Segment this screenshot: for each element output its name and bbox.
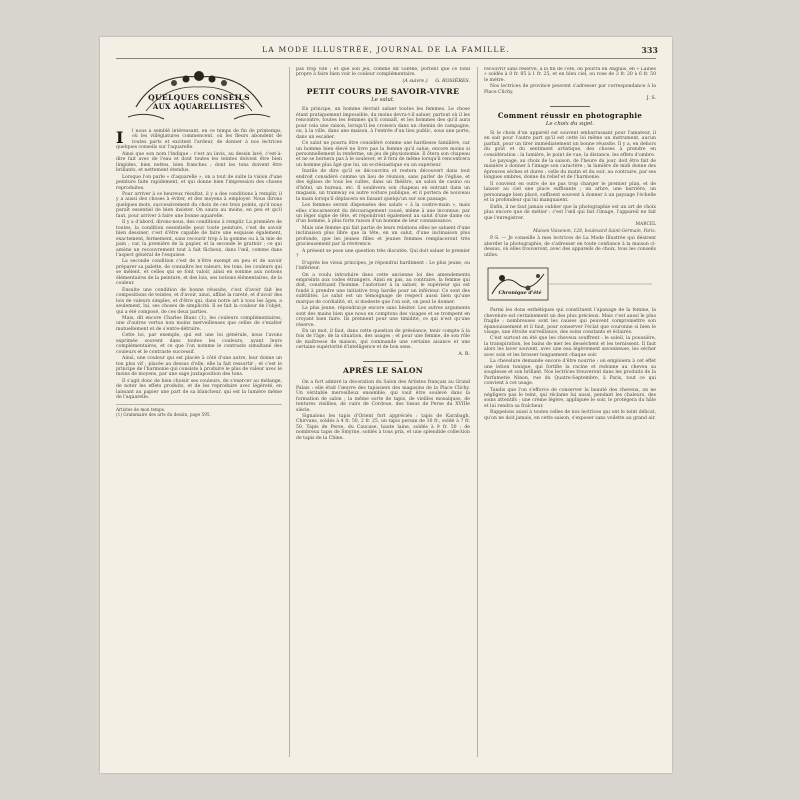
- column-divider: [477, 67, 478, 757]
- column-middle: [296, 67, 470, 757]
- paragraph: Enfin, il ne faut jamais oublier que la photographie est un art de choix plus encore que de métier : c'est l'œil qui fait l'image, l'appareil ne fait que l'enregistrer.: [484, 204, 656, 221]
- aquarelle-article: [116, 129, 282, 417]
- paragraph: Ainsi, une couleur qui est placée à côté d'une autre, leur donne un ton plus vif ; placée au dessus d'elle, elle la fait ressortir ; et c'est le principe de l'harmonie qui consiste à produire le plus de valeur avec le moins de moyens, par une sage juxtaposition des tons.: [116, 356, 282, 378]
- paragraph: En principe, un homme devrait saluer toutes les femmes. Le chose étant pratiquement impossible, du moins devra-t-il saluer, partout où il les rencontre, toutes les femmes qu'il connaît, et les hommes des qu'il aura pour cela une raison, lorsqu'il les croisera dans un chemin de campagne, ou, à la ville, dans une maison, à l'entrée d'un lieu public, sous une porte, dans un escalier.: [296, 107, 470, 140]
- paragraph: Mais une femme qui fait partie de leurs relations elles ne saluent d'une inclinaison plus libre que la tête, en un salut, d'une inclinaison plus profonde, que les jeunes filles et jeunes femmes remplaceront très gracieusement par la révérence.: [296, 225, 470, 248]
- savoir-vivre-subtitle: Le salut.: [371, 97, 395, 104]
- paragraph: Le paysage, au choix de la saison, de l'heure du jour, doit être fait de manière à donner à l'image son caractère ; la lumière de midi donne des épreuves sèches et dures ; celle du matin et du soir, au contraire, par ses longues ombres, donne du relief et de l'harmonie.: [484, 158, 656, 181]
- paragraph: Ainsi que son nom l'indique : c'est au lavis, au dessin lavé, c'est-à-dire fait avec de l'eau et dont toutes les teintes doivent être bien limpides, bien nettes, bien franches ; dont les tons doivent être brillants, et nettement étendus.: [116, 151, 282, 174]
- drop-cap: I: [116, 128, 124, 147]
- paragraph: Mais, dit encore Charles Blanc (1), les couleurs complémentaires, une d'autres vertus non moins merveilleuses que celles de s'exalter mutuellement et de s'entre-détruire.: [116, 315, 282, 332]
- paragraph: On a fort admiré la décoration du Salon des Artistes français au Grand Palais : elle était l'œuvre des tapissiers des magasins de la Place Clichy. Un véritable merveilleux ensemble, qui vaut être soulevé dans la formation de salon ; la même sorte de tapis, de vieilles mosaïques, de tentures vieillies, de cuirs de Cordoue, des tissus de Perse du XVIIIe siècle.: [296, 380, 470, 413]
- salon-title: APRÈS LE SALON: [342, 366, 424, 376]
- paragraph: La seconde condition c'est de n'être exempt en peu et de savoir préparer sa palette, de connaître les valeurs, les tons, les couleurs qui se mêlent, et celles qui se font valoir, ainsi en somme aux notions élémentaires de la peinture, et des lois, ses notions élémentaires, de la couleur.: [116, 259, 282, 287]
- paragraph: l nous a semblé intéressant, en ce temps de fin de printemps, où les villégiatures commencent, où les fleurs abondent de toutes parts et excitent l'ardeur, de donner à nos lectrices quelques conseils sur l'aquarelle.: [116, 129, 282, 151]
- paragraph: Parmi les dons esthétiques qui constituent l'apanage de la femme, la chevelure est certainement un des plus précieux. Mais c'est aussi le plus fragile : nombreuses sont les causes qui peuvent compromettre son épanouissement et il faut, pour conserver l'éclat que couronne si bien le visage, une étroite surveillance, des soins constants et éclairés.: [484, 308, 656, 335]
- author-name: G. ROSIÈRES.: [435, 78, 470, 84]
- paragraph: Il s'agit donc de bien choisir ses couleurs, de s'exercer au mélange, de noter les effets produits, et de les reproduire avec légèreté, en laissant au papier une part de sa blancheur, qui est la lumière même de l'aquarelle.: [116, 378, 282, 401]
- footnote: (1) Grammaire des arts du dessin, page 595.: [116, 411, 211, 417]
- photo-article: [484, 131, 656, 258]
- paragraph: Ce salut ne pourra être considéré comme une hardiesse familière, car un homme bien élevé ne livre pas la femme qu'il salue, encore moins si personnellement la renferme, un jeu de physionomie. Il ôtera son chapeau et ne se bornera pas à le soulever, et il fera de même lorsqu'il rencontrera un homme plus âgé que lui, un ecclésiastique ou un supérieur.: [296, 141, 470, 168]
- section-title-ornament: [116, 67, 282, 125]
- footnote: Artistes de mon temps.: [116, 406, 166, 412]
- chronique-article: [484, 308, 656, 421]
- paragraph: Cette loi, par exemple, qui est une loi générale, nous l'avons exprimée souvent dans toutes les couleurs, ayant leurs complémentaires, et ce que l'on nomme le contraste simultané des couleurs et le contraste successif.: [116, 333, 282, 355]
- savoir-vivre-heading: [296, 87, 470, 103]
- article-signature: A. R.: [458, 351, 470, 357]
- salon-article: [296, 380, 470, 441]
- photo-subtitle: Le choix du sujet.: [545, 120, 595, 127]
- paragraph: Si le choix d'un appareil est souvent embarrassant pour l'amateur, il en sait pour l'autre part qu'il est cette loi même un instrument, aucun parfait, pour un tirer immédiatement un bonne réussite. Il y a, en dehors du goût et du sentiment artistique, des choses à prendre en considération : la lumière, le point de vue, la distance, les effets d'ombre.: [484, 130, 656, 158]
- running-header: LA MODE ILLUSTRÉE, JOURNAL DE LA FAMILLE.: [261, 45, 511, 54]
- section-divider: [550, 106, 590, 107]
- paragraph: On a voulu introduire dans cette ancienne loi des amendements empreints aux codes étrangers. Ainsi en pas, au contraire, la femme qui doit, constituant l'homme, l'autoriser à la saluer, le supérieur qui est fondé à prendre une initiative trop hardie pour un inférieur. Ce sont des subtilités. Le salut est un témoignage de respect aussi bien qu'une marque de cordialité, et, si modeste que l'on soit, on peut le donner.: [296, 272, 470, 305]
- chronique-title: Chronique d'été: [498, 290, 542, 297]
- to-be-continued: (A suivre.): [402, 78, 428, 84]
- paragraph: La plus jeune, répondrai-je encore sans hésiter. Les autres arguments sont des mains bien que nous en comptons des visages et se trompent en croyant bien faire. Ils prennent pour une timidité, ce qui n'est qu'une réserve.: [296, 306, 470, 328]
- column-divider: [289, 67, 290, 757]
- savoir-vivre-article: [296, 107, 470, 357]
- paragraph: Il y a d'abord, dirons-nous, des conditions à remplir. La première de toutes, la condition essentielle pour toute peinture, c'est de savoir bien dessiner, c'est d'être capable de faire une esquisse également, exactement, fermement, sans recourir trop à la gomme ou à la mie de pain ; car, la première de la papier, et la seconde le grattoir ; ce qui amène un recouvrement tout à fait fâcheux, dans l'œil, comme dans l'aspect général de l'esquisse.: [116, 220, 282, 258]
- paragraph: Rappelons aussi à toutes celles de nos lectrices qui ont le teint délicat, qu'on ne doit jamais, en cette saison, s'exposer sans voilette au grand air.: [484, 410, 656, 421]
- paragraph: La chevelure demande encore d'être nourrie : on emploiera à cet effet une lotion tonique, qui fortifie la racine et redonne au cheveu sa souplesse et son brillant. Nos lectrices trouveront dans les produits de la Parfumerie Ninon, rue du Quatre-Septembre, à Paris, tout ce qui convient à cet usage.: [484, 359, 656, 387]
- paragraph: A présent se pose une question très discutée. Qui doit saluer le premier ?: [296, 248, 470, 260]
- footnotes: [116, 404, 282, 417]
- paragraph: D'après les vieux principes, je répondrai hardiment : Le plus jeune, ou l'inférieur.: [296, 260, 470, 272]
- paragraph: Les femmes seront dispensées des saluts « à la contre-main », mais elles s'incarneront du découragement causé, même à une inconnue, par un léger signe de tête, et répondront également au salut d'une dame ou d'un homme, à plus forte raison d'un homme de leur connaissance.: [296, 203, 470, 225]
- continued-notice: [484, 67, 656, 102]
- paragraph: Ensuite une condition de bonne réussite, c'est d'avoir fait les compositions de teintes, et d'avoir, ainsi, affiné la rareté, et d'avoir des lois de valeurs simples, et d'être qui, dans notre art à tous les âges, a seulement, lui, ses choses de simplicité. Il se fait la couleur de l'objet, qui a été composé, de ces deux parties.: [116, 287, 282, 315]
- floral-banner-icon: [484, 264, 656, 304]
- magazine-page: [100, 37, 672, 773]
- article-signature: J. S.: [646, 96, 656, 102]
- continued-article: [296, 67, 470, 84]
- paragraph: Inutile de dire qu'il se découvrira et restera découvert dans tout endroit considéré comme un lieu de réunion, sans parler de l'église, et des églises de tous les cultes, dans un théâtre, un salon de casino ou d'hôtel, un bureau, etc. Il soulèvera son chapeau en entrant dans un magasin, un tramway ou autre voiture publique, et il portera de nouveau la main lorsqu'il déplacera en faisant quelqu'un sur son passage.: [296, 169, 470, 202]
- column-left: [116, 67, 282, 757]
- page-number: 333: [641, 45, 658, 55]
- paragraph: Signalons les tapis d'Orient fort appréciés : tapis de Karabagh, Chirvans, soldés à 4 fr. 50, 2 fr. 25, un tapis persan de 10 fr., soldé à 7 fr. 50, Tapis de Perse, du Caucase, haute laine, soldés à 9 fr. 50 ; de nombreux tapis de Smyrne, soldés à tous prix, et une splendide collection de tapis de la Chine.: [296, 414, 470, 441]
- paragraph: P.-S. — Je conseille à mes lectrices de La Mode Illustrée qui désirent aborder la photographie, de s'adresser en toute confiance à la maison ci-dessus, où elles trouveront, avec des appareils de choix, tous les conseils utiles.: [484, 236, 656, 258]
- header-rule: [116, 58, 656, 59]
- paragraph: pas trop vite ; et que son jeu, comme dit Gœthe, portent que ce fond propre à faire bien voir le couleur complémentaire.: [296, 67, 470, 78]
- paragraph: Lorsque l'on parle « d'aquarelle », on a tout de suite la vision d'une peinture faite rapidement, et qui donne bien l'impression des choses reproduites.: [116, 174, 282, 191]
- paragraph: Pour arriver à ce heureux résultat, il y a des conditions à remplir, il y a aussi des choses à éviter, et des moyens à employer. Nous dirons quelques mots, successivement du choix de ces trois points, qu'il nous paraît essentiel de bien insister. On saura au moins, en peu et qu'il faut, pour arriver à faire une bonne aquarelle.: [116, 191, 282, 219]
- photo-signature: MARCEL: [635, 221, 656, 227]
- paragraph: En un mot, il faut, dans cette question de préséance, tenir compte à la fois de l'âge, de la situation, des usages ; et pour une femme, de son rôle de maîtresse de maison, qui commande une certaine aisance et une certaine supériorité d'intelligence et de bon sens.: [296, 329, 470, 351]
- section-title-line1: QUELQUES CONSEILS: [148, 93, 250, 102]
- paragraph: recouvrir sans réserve, à la fin de l'été, on pourra en Anglais, en « Laines » soldés à 0 fr. 85 à 1 fr. 25, et en bleu ciel, ou rose de 3 fr. 20 à 6 fr. 50 le mètre.: [484, 67, 656, 83]
- section-divider: [363, 361, 403, 362]
- photo-title: Comment réussir en photographie: [497, 110, 643, 120]
- salon-heading: [296, 366, 470, 376]
- column-right: [484, 67, 656, 757]
- paragraph: Tandis que l'on s'efforce de conserver la beauté des cheveux, on ne négligera pas le teint, qui réclame lui aussi, pendant les chaleurs, des soins attentifs ; une crème légère, appliquée le soir, le protégera du hâle et lui rendra sa fraîcheur.: [484, 387, 656, 409]
- paragraph: C'est surtout en été que les cheveux souffrent : le soleil, la poussière, la transpiration, les bains de mer les dessèchent et les ternissent. Il faut alors les laver souvent, avec une eau légèrement savonneuse, les sécher avec soin et les brosser longuement chaque soir.: [484, 336, 656, 358]
- savoir-vivre-title: PETIT COURS DE SAVOIR-VIVRE: [306, 87, 460, 97]
- article-signature: [296, 79, 470, 84]
- paragraph: Il convient en outre de ne pas trop charger le premier plan, et de laisser au ciel une place suffisante ; un arbre, une barrière, un personnage bien placé, suffisent souvent à donner à un paysage l'échelle et la profondeur qui lui manquaient.: [484, 181, 656, 204]
- section-title-line2: AUX AQUARELLISTES: [152, 102, 246, 111]
- paragraph: Nos lectrices de province peuvent s'adresser par correspondance à la Place Clichy.: [484, 84, 656, 95]
- chronique-ornament: [484, 264, 656, 304]
- photo-heading: [484, 111, 656, 127]
- photo-address: Maison Voisenon, 128, boulevard Saint-Germain, Paris.: [533, 229, 656, 235]
